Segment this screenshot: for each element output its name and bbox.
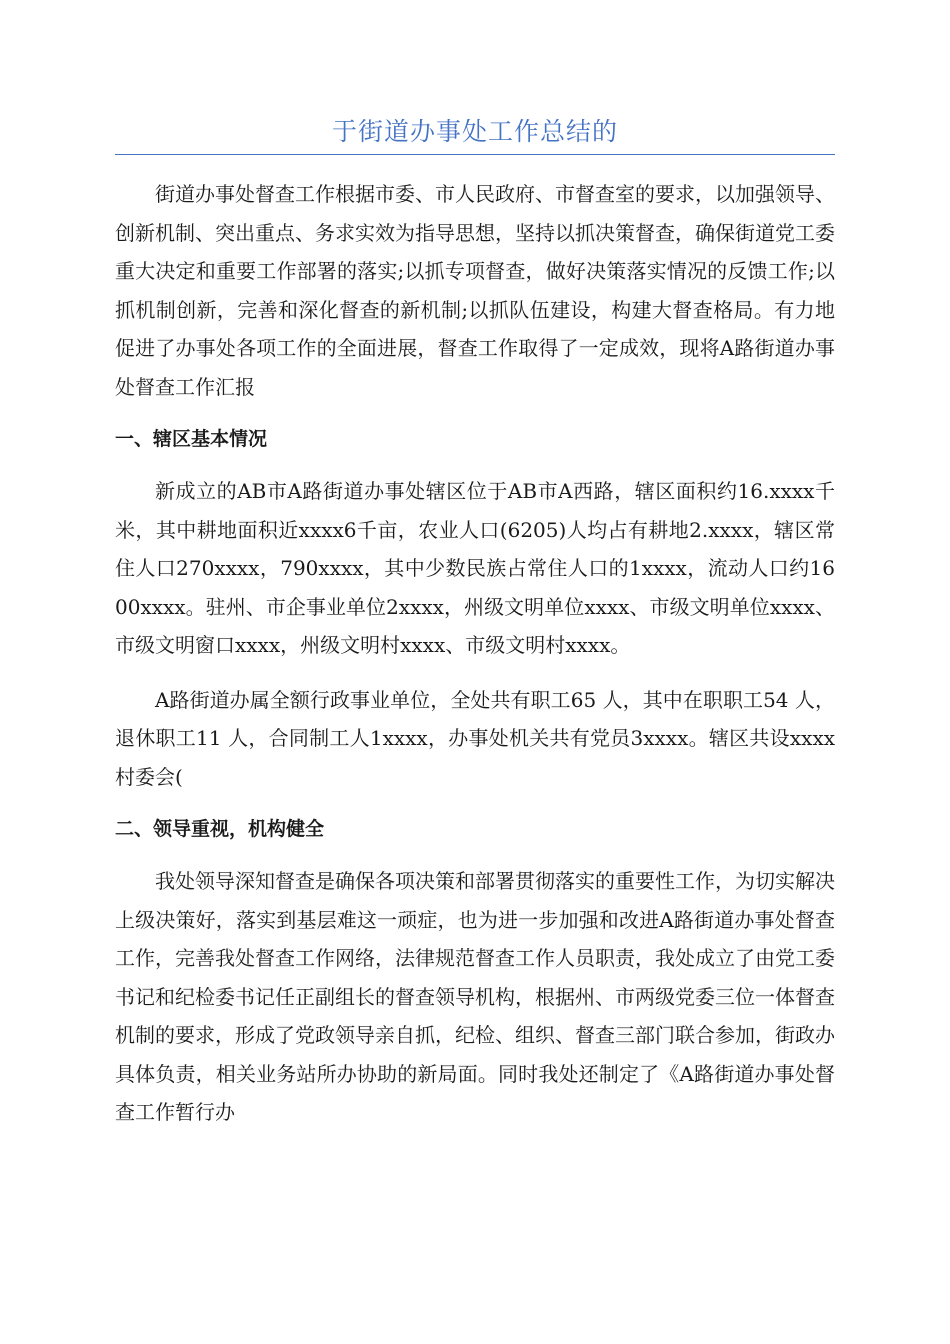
title-divider [115,154,835,155]
staff-info-paragraph: A路街道办属全额行政事业单位，全处共有职工65 人，其中在职职工54 人，退休职工11 人，合同制工人1xxxx，办事处机关共有党员3xxxx。辖区共设xxxx村委会( [115,687,835,789]
document-body [115,175,835,1132]
district-info-paragraph: 新成立的AB市A路街道办事处辖区位于AB市A西路，辖区面积约16.xxxx千米，其中耕地面积近xxxx6千亩，农业人口(6205)人均占有耕地2.xxxx，辖区常住人口270xxxx，790xxxx，其中少数民族占常住人口的1xxxx，流动人口约1600xxxx。驻州、市企事业单位2xxxx，州级文明单位xxxx、市级文明单位xxxx、市级文明窗口xxxx，州级文明村xxxx、市级文明村xxxx。 [115,479,835,657]
intro-paragraph: 街道办事处督查工作根据市委、市人民政府、市督查室的要求，以加强领导、创新机制、突出重点、务求实效为指导思想，坚持以抓决策督查，确保街道党工委重大决定和重要工作部署的落实;以抓专项督查，做好决策落实情况的反馈工作;以抓机制创新，完善和深化督查的新机制;以抓队伍建设，构建大督查格局。有力地促进了办事处各项工作的全面进展，督查工作取得了一定成效，现将A路街道办事处督查工作汇报 [115,182,835,399]
spacer [115,458,835,472]
section-heading-2: 二、领导重视，机构健全 [115,818,325,840]
spacer [115,796,835,810]
spacer [115,848,835,862]
spacer [115,406,835,420]
document-title: 于街道办事处工作总结的 [331,117,618,146]
leadership-paragraph: 我处领导深知督查是确保各项决策和部署贯彻落实的重要性工作，为切实解决上级决策好，落实到基层难这一顽症，也为进一步加强和改进A路街道办事处督查工作，完善我处督查工作网络，法律规范督查工作人员职责，我处成立了由党工委书记和纪检委书记任正副组长的督查领导机构，根据州、市两级党委三位一体督查机制的要求，形成了党政领导亲自抓，纪检、组织、督查三部门联合参加，街政办具体负责，相关业务站所办协助的新局面。同时我处还制定了《A路街道办事处督查工作暂行办 [115,869,835,1124]
spacer [115,665,835,681]
section-heading-1: 一、辖区基本情况 [115,428,268,450]
